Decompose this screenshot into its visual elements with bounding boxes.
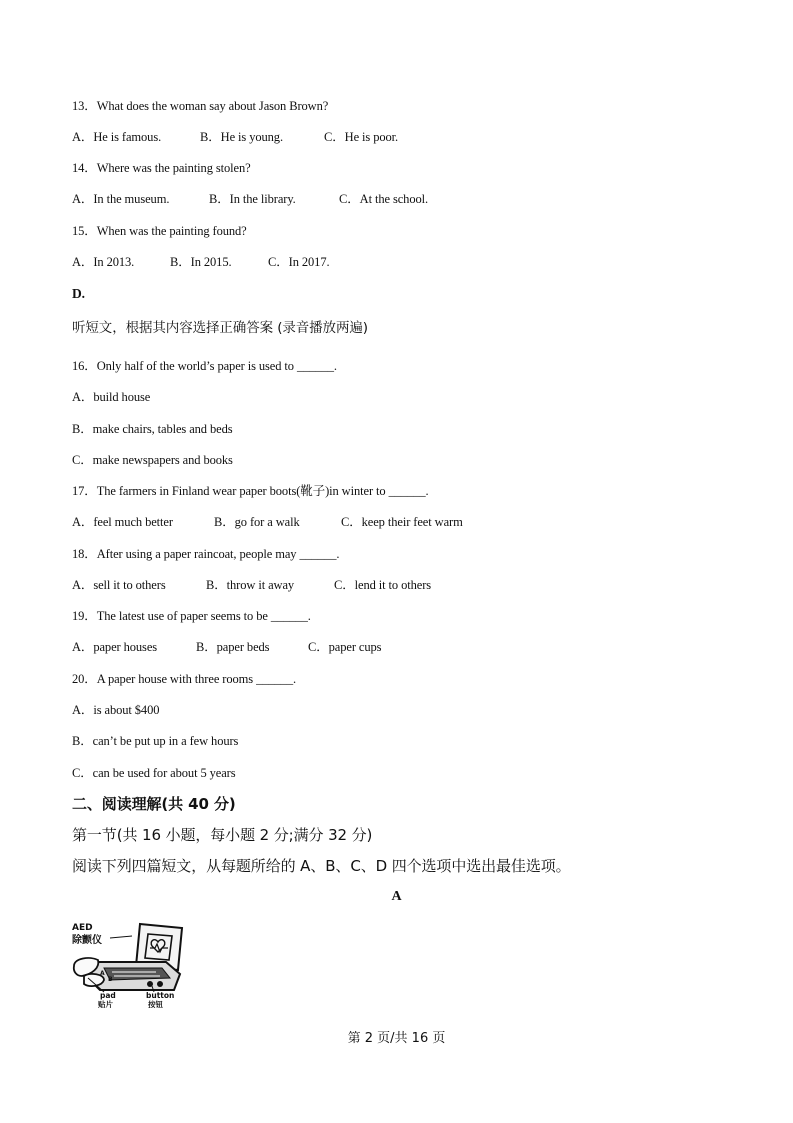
section-d-instruction: 听短文，根据其内容选择正确答案 (录音播放两遍) <box>72 320 368 336</box>
pad-label: pad <box>100 991 116 1000</box>
reading-subheading: 第一节(共 16 小题，每小题 2 分;满分 32 分) <box>72 826 373 844</box>
question-20-stem: 20．A paper house with three rooms ______. <box>72 672 296 686</box>
aed-label-cn: 除颤仪 <box>72 935 102 946</box>
question-19-option-b: B．paper beds <box>196 640 270 654</box>
question-15-option-a: A．In 2013. <box>72 255 135 269</box>
question-19-option-a: A．paper houses <box>72 640 158 654</box>
question-14-option-b: B．In the library. <box>209 192 296 206</box>
question-20-option-c: C．can be used for about 5 years <box>72 766 236 780</box>
question-15-stem: 15．When was the painting found? <box>72 224 247 238</box>
section-d-label: D. <box>72 286 85 301</box>
question-17-option-c: C．keep their feet warm <box>341 515 463 529</box>
pad-label-cn: 贴片 <box>98 1000 113 1008</box>
question-17-stem: 17．The farmers in Finland wear paper boots(靴子)in winter to ______. <box>72 484 429 498</box>
aed-label: AED <box>72 923 93 933</box>
question-18-options <box>72 577 431 593</box>
question-18-option-c: C．lend it to others <box>334 578 432 592</box>
question-16-option-b: B．make chairs, tables and beds <box>72 422 233 436</box>
aed-illustration <box>70 918 190 1008</box>
reading-heading: 二、阅读理解(共 40 分) <box>72 795 236 813</box>
question-16-option-a: A．build house <box>72 390 151 404</box>
question-14-option-c: C．At the school. <box>339 192 429 206</box>
question-17-option-a: A．feel much better <box>72 515 173 529</box>
button-label-cn: 按钮 <box>148 1000 163 1008</box>
reading-instruction: 阅读下列四篇短文，从每题所给的 A、B、C、D 四个选项中选出最佳选项。 <box>72 857 571 875</box>
question-17-option-b: B．go for a walk <box>214 515 300 529</box>
question-20-option-a: A．is about $400 <box>72 703 160 717</box>
svg-text:A: A <box>100 970 105 977</box>
question-15-option-b: B．In 2015. <box>170 255 232 269</box>
svg-text:B: B <box>108 976 113 983</box>
question-16-option-c: C．make newspapers and books <box>72 453 233 467</box>
question-19-stem: 19．The latest use of paper seems to be ______. <box>72 609 311 623</box>
question-15-option-c: C．In 2017. <box>268 255 330 269</box>
question-13-option-b: B．He is young. <box>200 130 283 144</box>
question-20-option-b: B．can’t be put up in a few hours <box>72 734 239 748</box>
question-13-options <box>72 129 398 145</box>
question-14-stem: 14．Where was the painting stolen? <box>72 161 251 175</box>
button-label: button <box>146 991 175 1000</box>
question-13-option-a: A．He is famous. <box>72 130 162 144</box>
question-18-stem: 18．After using a paper raincoat, people may ______. <box>72 547 340 561</box>
question-19-option-c: C．paper cups <box>308 640 382 654</box>
question-17-options <box>72 514 463 530</box>
page-footer: 第 2 页/共 16 页 <box>347 1031 446 1046</box>
question-14-option-a: A．In the museum. <box>72 192 170 206</box>
question-18-option-b: B．throw it away <box>206 578 295 592</box>
question-18-option-a: A．sell it to others <box>72 578 166 592</box>
question-13-option-c: C．He is poor. <box>324 130 399 144</box>
question-13-stem: 13．What does the woman say about Jason Brown? <box>72 99 329 113</box>
question-15-options <box>72 254 330 270</box>
passage-label: A <box>391 889 402 904</box>
question-16-stem: 16．Only half of the world’s paper is used to ______. <box>72 359 337 373</box>
question-19-options <box>72 639 381 655</box>
question-14-options <box>72 191 428 207</box>
